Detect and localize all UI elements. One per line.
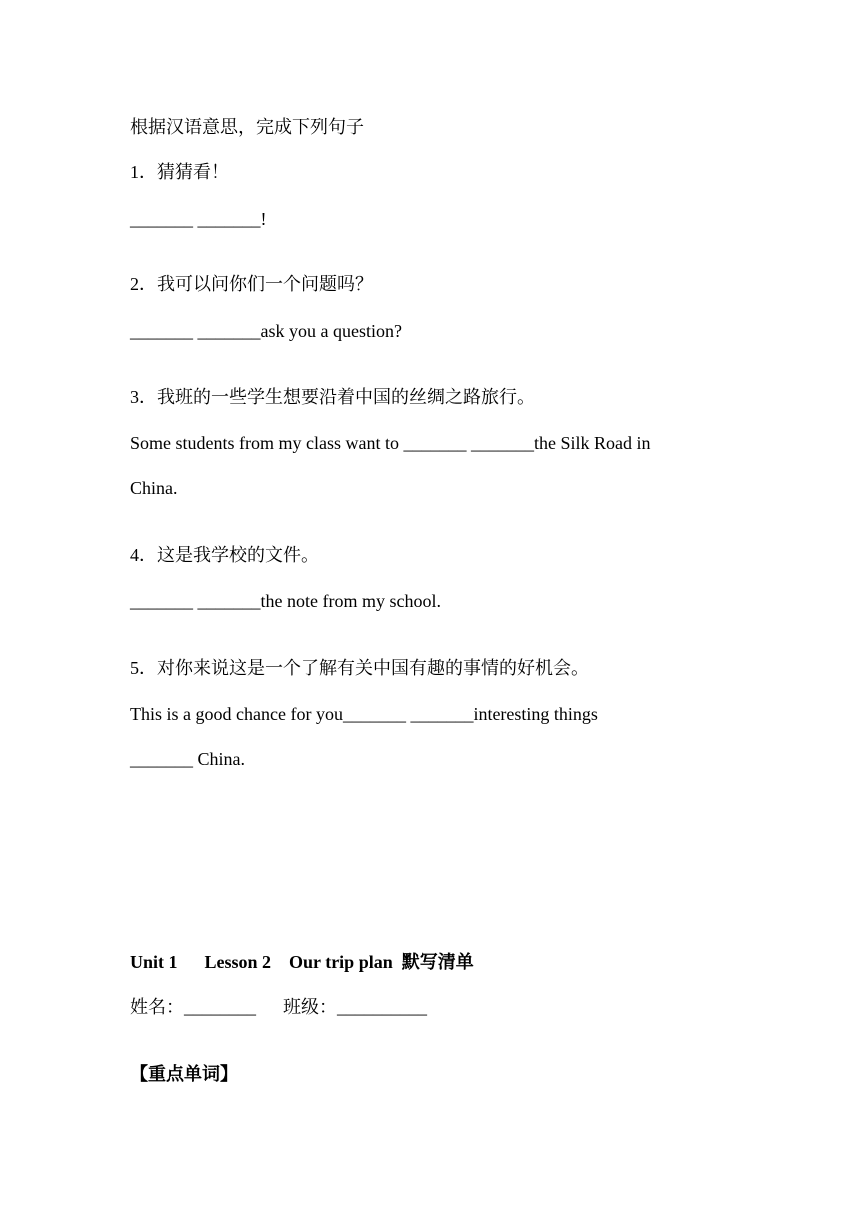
question-1-prompt: 1．猜猜看！ [130,162,229,182]
section-title: 【重点单词】 [130,1064,238,1084]
question-2-answer: _______ _______ask you a question? [130,321,402,341]
question-1-answer: _______ _______! [130,209,267,229]
question-3-prompt: 3．我班的一些学生想要沿着中国的丝绸之路旅行。 [130,387,535,407]
question-3-answer-line-2: China. [130,478,178,498]
question-5-answer-line-2: _______ China. [130,749,245,769]
student-info: 姓名：________ 班级：__________ [130,997,427,1017]
question-4-answer: _______ _______the note from my school. [130,591,441,611]
instructions: 根据汉语意思，完成下列句子 [130,117,364,137]
question-2-prompt: 2．我可以问你们一个问题吗？ [130,274,373,294]
question-4-prompt: 4．这是我学校的文件。 [130,545,319,565]
question-5-prompt: 5．对你来说这是一个了解有关中国有趣的事情的好机会。 [130,658,589,678]
question-3-answer-line-1: Some students from my class want to _______ _______the Silk Road in [130,433,651,453]
unit-header: Unit 1 Lesson 2 Our trip plan 默写清单 [130,952,474,972]
question-5-answer-line-1: This is a good chance for you_______ _______interesting things [130,704,598,724]
